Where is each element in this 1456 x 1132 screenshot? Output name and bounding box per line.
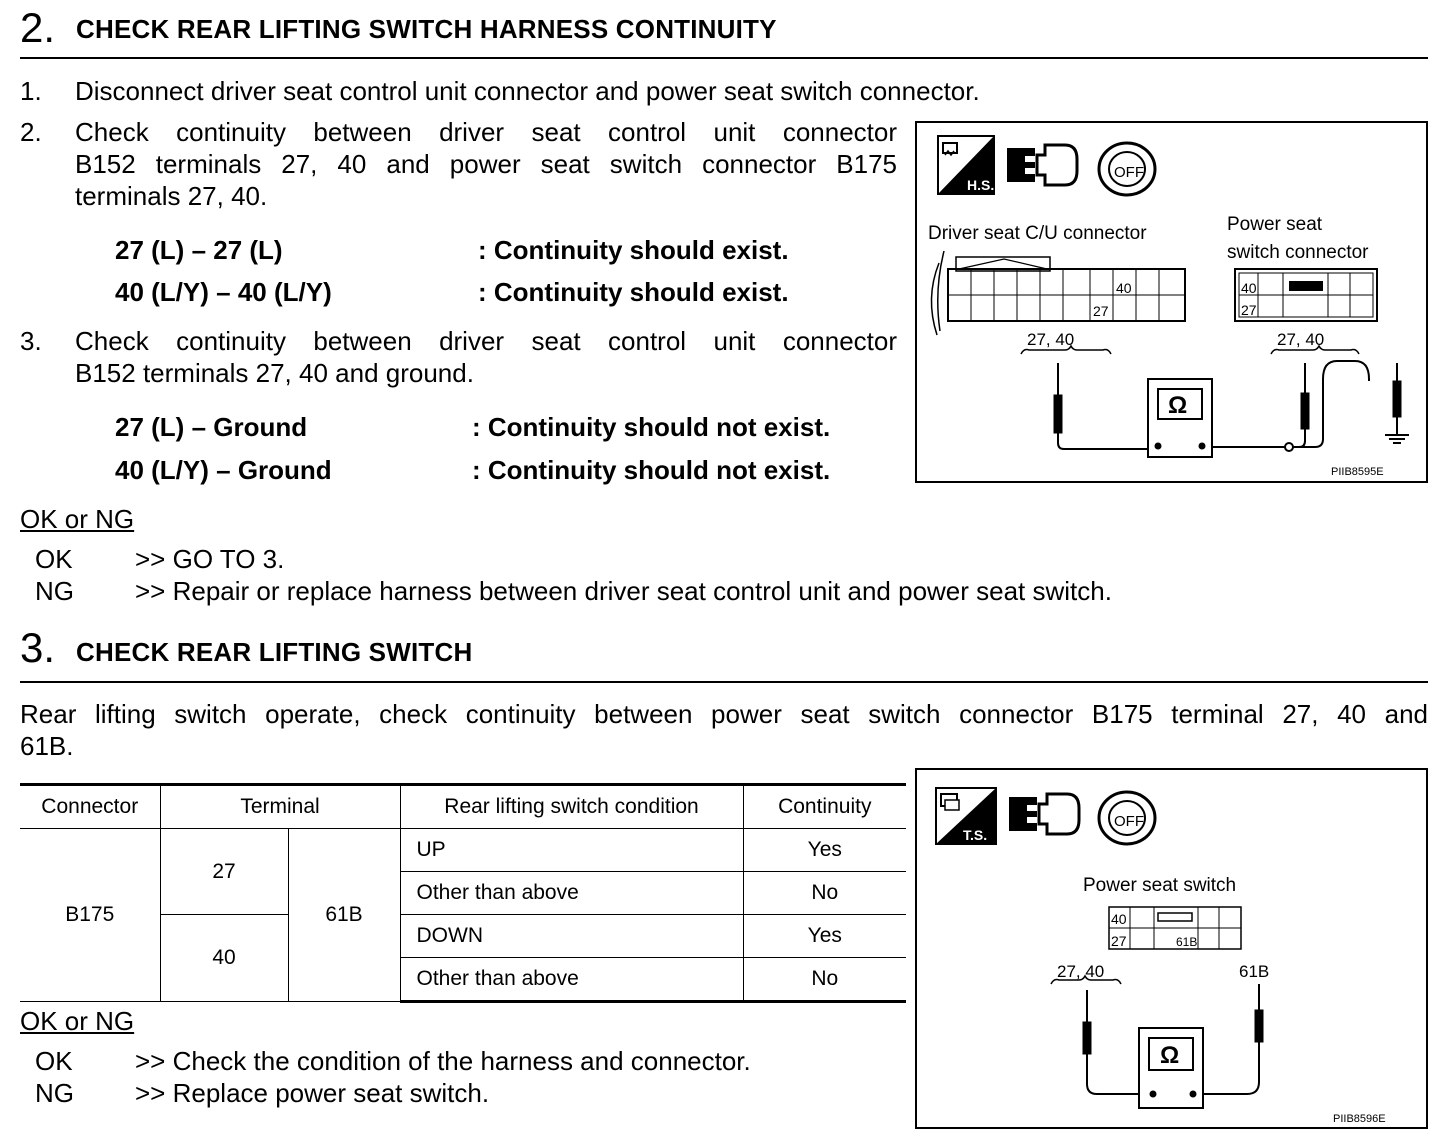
svg-text:Ω: Ω: [1168, 392, 1188, 419]
step2-rule: [20, 57, 1428, 59]
svg-text:H.S.: H.S.: [967, 177, 995, 193]
figure1-id: PIIB8595E: [1331, 466, 1384, 478]
driver-pin-40: 40: [1116, 280, 1132, 296]
step2-ng-label: NG: [35, 576, 74, 606]
step2-item3-num: 3.: [20, 326, 42, 356]
switch-pin-27: 27: [1241, 302, 1257, 318]
step2-item2-line2: B152 terminals 27, 40 and power seat switch connector B175: [75, 149, 897, 179]
cell-continuity: No: [743, 872, 906, 915]
switch-pin-40: 40: [1111, 911, 1127, 927]
check-a2-pair: 40 (L/Y) – 40 (L/Y): [115, 277, 332, 307]
probe-label-left: 27, 40: [1027, 330, 1075, 349]
switch-pin-27: 27: [1111, 933, 1127, 949]
check-a2-result: : Continuity should exist.: [478, 277, 789, 307]
probe-label-right: 61B: [1239, 962, 1270, 981]
cell-condition: Other than above: [400, 872, 743, 915]
check-b2-pair: 40 (L/Y) – Ground: [115, 455, 332, 485]
figure2-id: PIIB8596E: [1333, 1113, 1386, 1125]
header-continuity: Continuity: [743, 785, 906, 829]
step3-ok-label: OK: [35, 1046, 73, 1076]
check-b2-result: : Continuity should not exist.: [472, 455, 831, 485]
check-b1-result: : Continuity should not exist.: [472, 412, 831, 442]
ts-icon: [936, 788, 996, 844]
step2-number: 2.: [20, 4, 56, 51]
cell-continuity: No: [743, 958, 906, 1002]
step3-ng-label: NG: [35, 1078, 74, 1108]
cell-continuity: Yes: [743, 829, 906, 872]
step2-item2-line3: terminals 27, 40.: [75, 181, 268, 211]
switch-connector-label-1: Power seat: [1227, 214, 1323, 235]
connector-icon: [1009, 794, 1079, 834]
step2-item2-line1: Check continuity between driver seat control unit connector: [75, 117, 897, 147]
ignition-off-icon: [1099, 792, 1155, 844]
cell-terminal-27: 27: [160, 829, 288, 915]
switch-continuity-table: [20, 783, 906, 1003]
cell-connector: B175: [20, 829, 160, 1002]
driver-seat-connector: [931, 251, 1185, 335]
probe-label-left: 27, 40: [1057, 962, 1105, 981]
step3-intro-line2: 61B.: [20, 731, 74, 761]
svg-text:Ω: Ω: [1160, 1042, 1180, 1069]
step2-item1-text: Disconnect driver seat control unit connector and power seat switch connector.: [75, 76, 980, 106]
test-probes: [1054, 361, 1409, 451]
switch-connector-label-2: switch connector: [1227, 242, 1369, 263]
connector-icon: [1007, 145, 1077, 185]
step3-ok-text: >> Check the condition of the harness and connector.: [135, 1046, 751, 1076]
cell-terminal-61b: 61B: [288, 829, 400, 1002]
header-condition: Rear lifting switch condition: [400, 785, 743, 829]
ohmmeter-icon: [1148, 379, 1212, 457]
cell-condition: Other than above: [400, 958, 743, 1002]
power-seat-switch: [1109, 907, 1241, 949]
step3-title: CHECK REAR LIFTING SWITCH: [76, 637, 473, 667]
step2-ng-text: >> Repair or replace harness between driver seat control unit and power seat switch.: [135, 576, 1112, 606]
figure-harness-continuity: [915, 121, 1428, 483]
ignition-off-icon: [1099, 143, 1155, 195]
step3-rule: [20, 681, 1428, 683]
step2-item3-line2: B152 terminals 27, 40 and ground.: [75, 358, 474, 388]
switch-label: Power seat switch: [1083, 875, 1237, 896]
probe-label-right: 27, 40: [1277, 330, 1325, 349]
step3-ng-text: >> Replace power seat switch.: [135, 1078, 490, 1108]
step2-item1-num: 1.: [20, 76, 42, 106]
check-b1-pair: 27 (L) – Ground: [115, 412, 308, 442]
step2-ok-text: >> GO TO 3.: [135, 544, 285, 574]
step3-number: 3.: [20, 624, 56, 671]
ohmmeter-icon: [1139, 1028, 1203, 1108]
table-header-row: [20, 785, 906, 829]
switch-pin-40: 40: [1241, 280, 1257, 296]
step2-ok-label: OK: [35, 544, 73, 574]
header-terminal: Terminal: [160, 785, 400, 829]
step2-item2-num: 2.: [20, 117, 42, 147]
cell-continuity: Yes: [743, 915, 906, 958]
check-a1-result: : Continuity should exist.: [478, 235, 789, 265]
driver-pin-27: 27: [1093, 303, 1109, 319]
table-row: [20, 829, 906, 872]
step3-intro-line1: Rear lifting switch operate, check continuity between power seat switch connector B175 terminal 27, 40 and: [20, 699, 1428, 729]
header-connector: Connector: [20, 785, 160, 829]
cell-condition: UP: [400, 829, 743, 872]
check-a1-pair: 27 (L) – 27 (L): [115, 235, 283, 265]
switch-pin-61b: 61B: [1176, 935, 1198, 949]
step2-item3-line1: Check continuity between driver seat control unit connector: [75, 326, 897, 356]
cell-terminal-40: 40: [160, 915, 288, 1002]
hs-icon: [938, 136, 994, 194]
step2-title: CHECK REAR LIFTING SWITCH HARNESS CONTINUITY: [76, 14, 777, 44]
svg-text:T.S.: T.S.: [963, 827, 988, 843]
cell-condition: DOWN: [400, 915, 743, 958]
step3-ok-ng-heading: OK or NG: [20, 1006, 135, 1036]
driver-connector-label: Driver seat C/U connector: [928, 223, 1147, 244]
step2-ok-ng-heading: OK or NG: [20, 504, 135, 534]
svg-text:OFF: OFF: [1114, 813, 1144, 830]
svg-text:OFF: OFF: [1114, 164, 1144, 181]
figure-switch-test: [915, 768, 1428, 1129]
